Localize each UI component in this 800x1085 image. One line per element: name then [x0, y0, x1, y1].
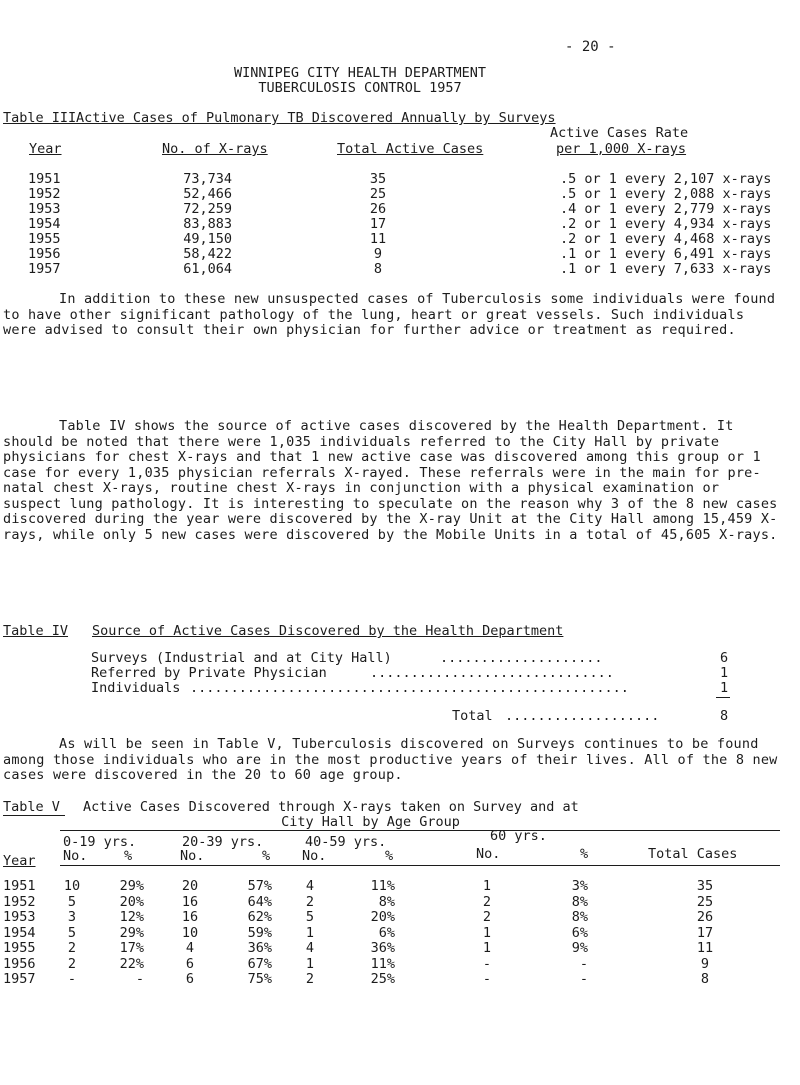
dot-leader: ................... [505, 708, 660, 724]
table5-no-20-39: 6 [185, 955, 195, 972]
table5-no-20-39: 10 [181, 924, 199, 941]
table5-no-60: 1 [482, 940, 492, 956]
table5-no-0-19: 10 [63, 878, 81, 894]
table5-pct-0-19: - [135, 971, 144, 987]
table3-rate: .2 or 1 every 4,934 x-rays [560, 216, 772, 232]
table5-no-0-19: 2 [67, 940, 77, 956]
table5-pct-20-39: 75% [247, 971, 272, 987]
table5-sub-no: No. [302, 848, 327, 864]
table5-no-20-39: 4 [185, 940, 195, 956]
table5-group-20-39: 20-39 yrs. [182, 834, 264, 850]
table5-pct-60: 6% [571, 924, 588, 941]
table5-no-60: - [482, 955, 492, 972]
table5-year: 1955 [3, 940, 36, 956]
table5-pct-0-19: 17% [119, 940, 144, 956]
table5-total: 11 [696, 940, 714, 956]
table5-pct-40-59: 8% [378, 893, 395, 910]
table3-rate: .1 or 1 every 7,633 x-rays [560, 261, 772, 277]
table5-no-0-19: 5 [67, 924, 77, 941]
table5-no-0-19: 5 [67, 893, 77, 910]
table5-pct-20-39: 64% [247, 893, 272, 910]
table5-no-20-39: 16 [181, 909, 199, 925]
dot-leader: .............................. [370, 665, 614, 681]
dot-leader: .................... [440, 650, 603, 666]
table4-row-label: Referred by Private Physician [91, 665, 327, 681]
table5-no-40-59: 1 [305, 924, 315, 941]
table5-col-year: Year [3, 853, 36, 869]
table5-pct-40-59: 25% [370, 971, 395, 987]
table3-col-year: Year [29, 141, 62, 157]
table5-sub-no: No. [476, 846, 501, 862]
table5-no-20-39: 6 [185, 971, 195, 987]
paragraph-other-pathology: In addition to these new unsuspected cases of Tuberculosis some individuals were found to have other significant pathology of the lung, heart or great vessels. Such individuals were advised to consult their own physician for further advice or treatment as required. [3, 291, 776, 338]
table3-rate: .2 or 1 every 4,468 x-rays [560, 231, 772, 247]
table5-no-60: 2 [482, 909, 492, 925]
table3-xrays: 52,466 [183, 186, 232, 202]
table5-no-0-19: - [67, 971, 77, 987]
department-title: WINNIPEG CITY HEALTH DEPARTMENT [234, 65, 486, 81]
page-number: - 20 - [565, 39, 616, 55]
table3-active: 11 [369, 231, 387, 247]
table4-row-value: 1 [720, 665, 729, 681]
table3-active: 25 [369, 186, 387, 202]
table3-year: 1952 [28, 186, 61, 202]
table5-header-rule [60, 830, 780, 831]
table5-no-20-39: 20 [181, 878, 199, 894]
total-rule [716, 697, 730, 698]
table5-no-60: 1 [482, 924, 492, 941]
table5-pct-60: 9% [571, 940, 588, 956]
table5-no-20-39: 16 [181, 893, 199, 910]
report-title: TUBERCULOSIS CONTROL 1957 [258, 80, 462, 96]
table5-pct-40-59: 6% [378, 924, 395, 941]
table3-xrays: 73,734 [183, 171, 232, 187]
table5-no-0-19: 3 [67, 909, 77, 925]
table3-rate: .5 or 1 every 2,107 x-rays [560, 171, 772, 187]
table5-pct-60: 8% [571, 893, 588, 910]
table3-label: Table III [3, 110, 77, 126]
table5-sub-pct: % [262, 848, 271, 864]
table3-rate: .1 or 1 every 6,491 x-rays [560, 246, 772, 262]
table5-pct-60: 3% [571, 878, 588, 894]
table4-total-value: 8 [720, 708, 729, 724]
table5-pct-20-39: 67% [247, 955, 272, 972]
table3-year: 1951 [28, 171, 61, 187]
table3-year: 1957 [28, 261, 61, 277]
table5-no-40-59: 2 [305, 893, 315, 910]
table5-pct-40-59: 36% [370, 940, 395, 956]
table5-no-40-59: 4 [305, 940, 315, 956]
table5-pct-40-59: 20% [370, 909, 395, 925]
table5-sub-no: No. [63, 848, 88, 864]
table5-sub-pct: % [124, 848, 133, 864]
table5-total: 35 [696, 878, 714, 894]
table3-col-active: Total Active Cases [337, 141, 484, 157]
table3-col-rate-2: per 1,000 X-rays [556, 141, 687, 157]
table5-title-2: City Hall by Age Group [281, 814, 460, 830]
table5-pct-60: 8% [571, 909, 588, 925]
table5-no-60: - [482, 971, 492, 987]
table5-sub-no: No. [180, 848, 205, 864]
table5-year: 1953 [3, 909, 36, 925]
table5-no-40-59: 1 [305, 955, 315, 972]
table5-label: Table V [3, 799, 60, 815]
table5-subheader-rule [60, 865, 780, 866]
table5-year: 1952 [3, 893, 36, 910]
table5-pct-20-39: 57% [247, 878, 272, 894]
table3-xrays: 49,150 [183, 231, 232, 247]
table5-sub-pct: % [580, 846, 589, 862]
table5-pct-0-19: 29% [119, 878, 144, 894]
table3-active: 8 [373, 261, 383, 277]
table3-year: 1955 [28, 231, 61, 247]
table3-year: 1956 [28, 246, 61, 262]
table4-row-value: 1 [720, 680, 729, 696]
table5-pct-40-59: 11% [370, 878, 395, 894]
table5-no-60: 2 [482, 893, 492, 910]
table3-col-xrays: No. of X-rays [162, 141, 268, 157]
table3-year: 1954 [28, 216, 61, 232]
table5-no-40-59: 5 [305, 909, 315, 925]
table5-year: 1951 [3, 878, 36, 894]
table4-row-label: Individuals [91, 680, 181, 696]
table5-label-underline [3, 815, 65, 816]
table5-year: 1954 [3, 924, 36, 941]
table5-year: 1957 [3, 971, 36, 987]
table5-year: 1956 [3, 955, 36, 972]
paragraph-age-group: As will be seen in Table V, Tuberculosis discovered on Surveys continues to be found among those individuals who are in the most productive years of their lives. All of the 8 new cases were discovered in the 20 to 60 age group. [3, 736, 778, 783]
table5-group-60: 60 yrs. [490, 828, 547, 844]
table5-no-40-59: 4 [305, 878, 315, 894]
table3-xrays: 58,422 [183, 246, 232, 262]
table5-pct-20-39: 36% [247, 940, 272, 956]
table3-active: 17 [369, 216, 387, 232]
paragraph-table4-discussion: Table IV shows the source of active cases discovered by the Health Department. It should be noted that there were 1,035 individuals referred to the City Hall by private physicians for chest X-rays and that 1 new active case was discovered among this group or 1 case for every 1,035 physician referrals X-rayed. These referrals were in the main for pre-natal chest X-rays, routine chest X-rays in conjunction with a physical examination or suspect lung pathology. It is interesting to speculate on the reason why 3 of the 8 new cases discovered during the year were discovered by the X-ray Unit at the City Hall among 15,459 X-rays, while only 5 new cases were discovered by the Mobile Units in a total of 45,605 X-rays. [3, 418, 778, 543]
table5-total: 26 [696, 909, 714, 925]
table5-pct-0-19: 20% [119, 893, 144, 910]
table3-rate: .5 or 1 every 2,088 x-rays [560, 186, 772, 202]
table5-title-1: Active Cases Discovered through X-rays taken on Survey and at [83, 799, 579, 815]
table5-sub-pct: % [385, 848, 394, 864]
table4-total-label: Total [452, 708, 493, 724]
table3-active: 35 [369, 171, 387, 187]
table5-no-60: 1 [482, 878, 492, 894]
table3-active: 9 [373, 246, 383, 262]
table5-pct-0-19: 22% [119, 955, 144, 972]
table3-year: 1953 [28, 201, 61, 217]
table5-pct-60: - [579, 971, 588, 987]
table5-pct-20-39: 62% [247, 909, 272, 925]
table3-active: 26 [369, 201, 387, 217]
table5-total: 25 [696, 893, 714, 910]
table3-xrays: 72,259 [183, 201, 232, 217]
table5-col-total: Total Cases [648, 846, 738, 862]
table3-col-rate-1: Active Cases Rate [550, 125, 689, 141]
table5-pct-20-39: 59% [247, 924, 272, 941]
table3-xrays: 83,883 [183, 216, 232, 232]
table5-total: 8 [700, 971, 710, 987]
table3-xrays: 61,064 [183, 261, 232, 277]
table5-total: 17 [696, 924, 714, 941]
table4-title: Source of Active Cases Discovered by the Health Department [92, 623, 564, 639]
table4-row-label: Surveys (Industrial and at City Hall) [91, 650, 392, 666]
table5-group-40-59: 40-59 yrs. [305, 834, 387, 850]
dot-leader: ...................................................... [190, 680, 629, 696]
table5-total: 9 [700, 955, 710, 972]
table5-pct-40-59: 11% [370, 955, 395, 972]
table5-no-0-19: 2 [67, 955, 77, 972]
table5-pct-0-19: 12% [119, 909, 144, 925]
table5-group-0-19: 0-19 yrs. [63, 834, 137, 850]
table3-title: Active Cases of Pulmonary TB Discovered Annually by Surveys [76, 110, 556, 126]
table5-pct-0-19: 29% [119, 924, 144, 941]
table4-row-value: 6 [720, 650, 729, 666]
table5-no-40-59: 2 [305, 971, 315, 987]
table3-rate: .4 or 1 every 2,779 x-rays [560, 201, 772, 217]
table5-pct-60: - [579, 955, 588, 972]
table4-label: Table IV [3, 623, 69, 639]
